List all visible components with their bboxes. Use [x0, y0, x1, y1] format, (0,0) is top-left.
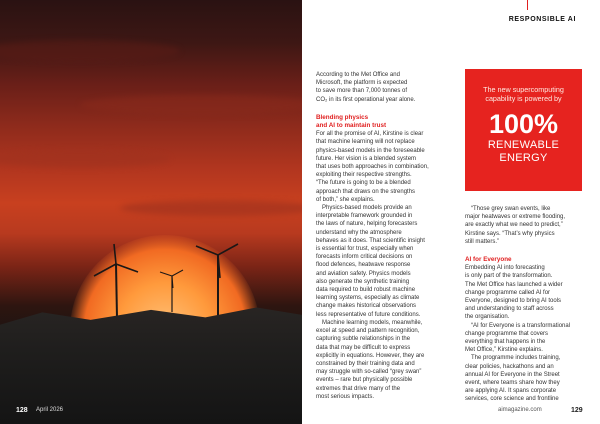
text-line: data that may be difficult to express: [316, 344, 411, 351]
text-line: For all the promise of AI, Kirstine is clear: [316, 131, 424, 138]
subheading-blending-physics: [316, 114, 451, 130]
text-line: data required to build robust machine: [316, 287, 416, 294]
text-line: behaves as it does. That scientific insight: [316, 237, 425, 244]
text-line: The Met Office has launched a wider: [465, 281, 563, 288]
text-line: to save more than 7,000 tonnes of: [316, 88, 408, 95]
dark-hills: [0, 300, 302, 424]
text-line: still matters.”: [465, 238, 500, 245]
callout-stat: 100%: [488, 109, 559, 139]
footer-url: aimagazine.com: [498, 407, 542, 413]
paragraph: [316, 130, 451, 204]
text-line: annual AI for Everyone in the Street: [465, 371, 560, 378]
text-line: change programme called AI for: [465, 289, 551, 296]
text-line: constrained by their training data and: [316, 360, 415, 367]
text-line: events – rare but physically possible: [316, 377, 413, 384]
text-line: is only part of the transformation.: [465, 273, 553, 280]
text-line: may struggle with so-called “grey swan”: [316, 369, 422, 376]
article-column-2: [465, 205, 582, 404]
text-line: exploiting their respective strengths.: [316, 172, 412, 179]
text-line: the laws of nature, helping forecasters: [316, 221, 418, 228]
text-line: change programme that covers: [465, 330, 549, 337]
paragraph: [316, 319, 451, 401]
text-line: the organisation.: [465, 314, 510, 321]
text-line: Blending physics: [316, 113, 369, 121]
text-line: everything that happens in the: [465, 339, 546, 346]
text-line: are applying AI. It spans corporate: [465, 388, 557, 395]
text-line: Everyone, designed to bring AI tools: [465, 298, 562, 305]
text-line: most serious impacts.: [316, 393, 375, 400]
paragraph: [465, 264, 582, 321]
section-marker-line: [527, 0, 528, 10]
text-line: “AI for Everyone is a transformational: [471, 322, 571, 329]
text-line: approach that draws on the strengths: [316, 188, 416, 195]
page-number-left: 128: [16, 407, 28, 414]
text-line: that uses both approaches in combination,: [316, 164, 429, 171]
text-line: clear policies, hackathons and an: [465, 363, 554, 370]
callout-subtext: ENERGY: [499, 152, 548, 164]
text-line: physics-based models in the foreseeable: [316, 147, 425, 154]
text-line: Kirstine says. “That’s why physics: [465, 230, 555, 237]
section-label: RESPONSIBLE AI: [508, 16, 576, 23]
text-line: Met Office,” Kirstine explains.: [465, 347, 543, 354]
text-line: Microsoft, the platform is expected: [316, 80, 408, 87]
article-column-1: [316, 71, 451, 401]
issue-date: April 2026: [36, 407, 64, 413]
text-line: and understanding to staff across: [465, 306, 554, 313]
text-line: “Those grey swan events, like: [471, 206, 551, 212]
text-line: Physics-based models provide an: [322, 205, 412, 212]
paragraph: [465, 205, 582, 246]
text-line: event, where teams share how they: [465, 380, 560, 387]
text-line: CO₂ in its first operational year alone.: [316, 96, 416, 103]
text-line: extremes that drive many of the: [316, 385, 401, 392]
text-line: forecasts inform critical decisions on: [316, 254, 413, 261]
text-line: that machine learning will not replace: [316, 139, 415, 146]
text-line: Machine learning models, meanwhile,: [322, 319, 423, 326]
text-line: interpretable framework grounded in: [316, 213, 413, 220]
text-line: understand why the atmosphere: [316, 229, 402, 236]
text-line: and AI to maintain trust: [316, 122, 387, 130]
text-line: The programme includes training,: [471, 355, 561, 362]
text-line: are exactly what we need to predict,”: [465, 222, 563, 229]
callout-subtext: RENEWABLE: [487, 139, 560, 151]
text-line: Embedding AI into forecasting: [465, 265, 545, 272]
paragraph: [465, 322, 582, 355]
callout-line: capability is powered by: [485, 94, 562, 103]
text-line: According to the Met Office and: [316, 72, 400, 78]
text-line: services, core science and frontline: [465, 396, 559, 403]
text-line: explicitly in equations. However, they are: [316, 352, 425, 359]
subheading-ai-for-everyone: AI for Everyone: [465, 256, 512, 264]
text-line: of both,” she explains.: [316, 196, 375, 203]
text-line: learning systems, especially as climate: [316, 295, 420, 302]
text-line: is essential for trust, especially when: [316, 246, 414, 253]
intro-paragraph: [316, 71, 451, 104]
text-line: also generate the synthetic training: [316, 278, 410, 285]
text-line: “The future is going to be a blended: [316, 180, 411, 187]
paragraph: [316, 204, 451, 319]
text-line: flood defences, heatwave response: [316, 262, 411, 269]
text-line: change makes historical observations: [316, 303, 417, 310]
stat-callout-box: [465, 69, 582, 191]
text-line: future. Her vision is a blended system: [316, 155, 417, 162]
page-number-right: 129: [571, 407, 583, 414]
text-line: less representative of future conditions.: [316, 311, 421, 318]
text-line: and aviation safety. Physics models: [316, 270, 411, 277]
text-line: excel at speed and pattern recognition,: [316, 328, 420, 335]
text-line: capturing subtle relationships in the: [316, 336, 411, 343]
callout-line: The new supercomputing: [483, 85, 564, 94]
text-line: major heatwaves or extreme flooding,: [465, 214, 566, 221]
paragraph: [465, 354, 582, 403]
